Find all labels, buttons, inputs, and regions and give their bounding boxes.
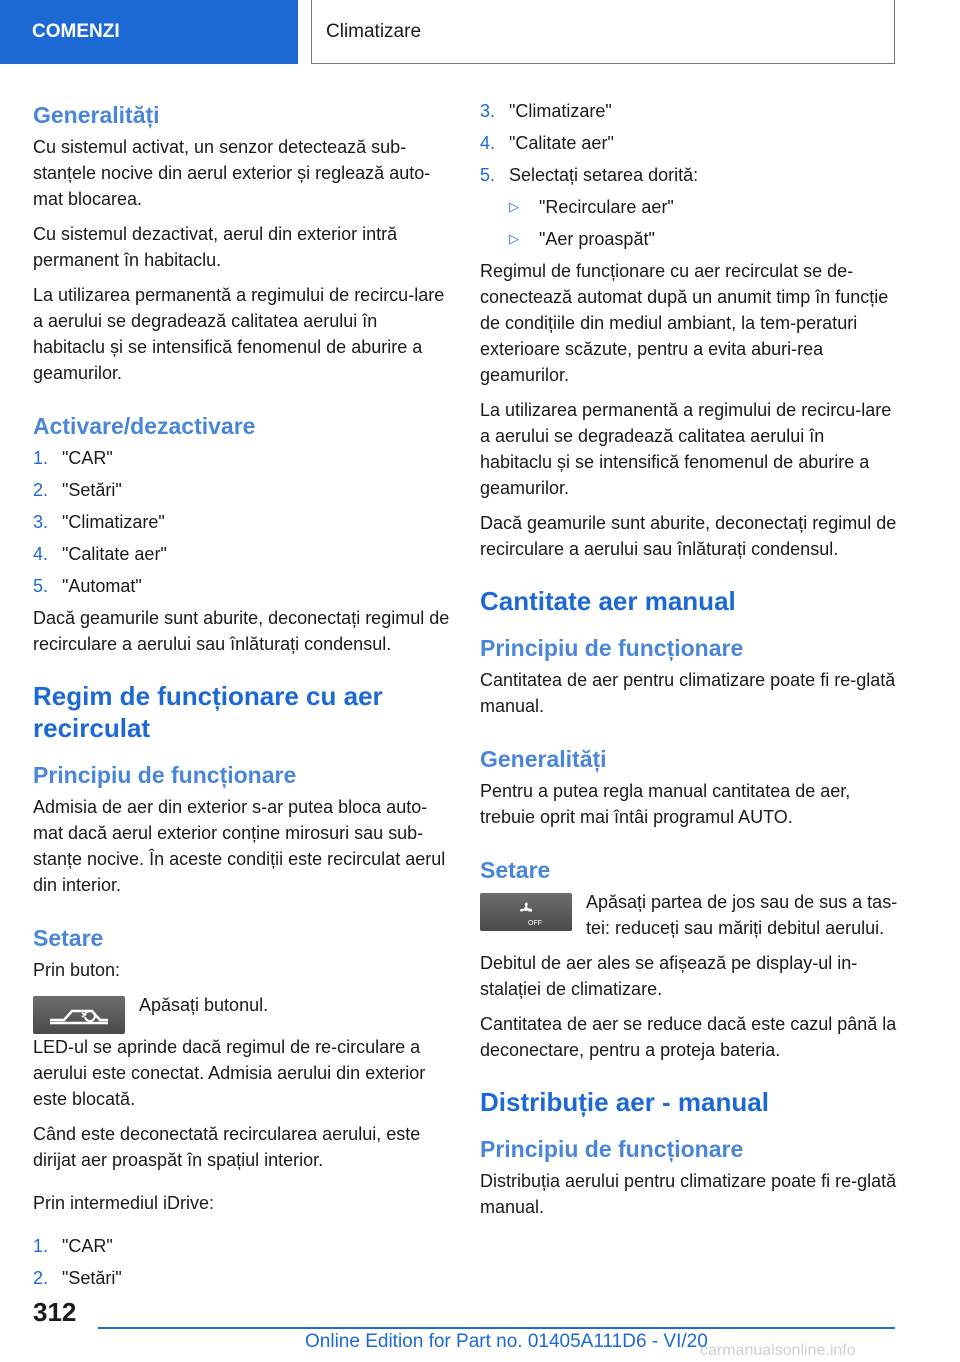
section-title: COMENZI <box>32 21 120 42</box>
list-item <box>480 162 900 188</box>
paragraph: Cu sistemul dezactivat, aerul din exterior intră permanent în habitaclu. <box>33 224 398 270</box>
triangle-bullet-icon: ▷ <box>509 231 519 246</box>
step-number: 1. <box>33 448 49 468</box>
triangle-bullet-icon: ▷ <box>509 199 519 214</box>
watermark: carmanualsonline.info <box>700 1342 856 1359</box>
list-item <box>480 98 900 124</box>
step-text: "Setări" <box>62 1268 122 1288</box>
paragraph: Dacă geamurile sunt aburite, deconectați regimul de recirculare a aerului sau înlăturați condensul. <box>33 608 450 654</box>
paragraph: Când este deconectată recircularea aerului, este dirijat aer proaspăt în spațiul interior. <box>33 1124 421 1170</box>
heading-principiu: Principiu de funcționare <box>33 762 297 788</box>
step-number: 1. <box>33 1236 49 1256</box>
left-column <box>33 98 453 1297</box>
step-text: "Climatizare" <box>62 512 165 532</box>
footer-edition: Online Edition for Part no. 01405A111D6 - VI/20 <box>305 1331 708 1352</box>
step-text: "Calitate aer" <box>509 133 614 153</box>
sub-list-item <box>480 194 900 220</box>
footer-divider <box>98 1327 895 1329</box>
section-tab <box>0 0 298 64</box>
fan-speed-button-icon <box>480 893 572 931</box>
heading-generalitati: Generalități <box>480 746 607 772</box>
list-item <box>480 130 900 156</box>
paragraph: Regimul de funcționare cu aer recirculat se de‐conectează automat după un anumit timp în funcție de condițiile din mediul ambiant, la tem‐peraturi exterioare scăzute, pentru a evita aburi‐rea geamurilor. <box>480 261 889 385</box>
list-item <box>33 477 453 503</box>
sub-list-item <box>480 226 900 252</box>
step-number: 2. <box>33 480 49 500</box>
paragraph: LED-ul se aprinde dacă regimul de re‐circulare a aerului este conectat. Admisia aerului din exterior este blocată. <box>33 1037 426 1109</box>
list-item <box>33 541 453 567</box>
heading-setare: Setare <box>480 857 551 883</box>
paragraph: Apăsați partea de jos sau de sus a tas‐tei: reduceți sau măriți debitul aerului. <box>586 892 898 938</box>
heading-generalitati: Generalități <box>33 102 160 128</box>
step-number: 3. <box>33 512 49 532</box>
paragraph: Cantitatea de aer se reduce dacă este cazul până la deconectare, pentru a proteja bateria. <box>480 1014 897 1060</box>
paragraph: La utilizarea permanentă a regimului de recircu‐lare a aerului se degradează calitatea aerului în habitaclu și se intensifică fenomenul de aburire a geamurilor. <box>480 400 892 498</box>
paragraph: Cu sistemul activat, un senzor detectează sub‐stanțele nocive din aerul exterior și reglează auto‐mat blocarea. <box>33 137 431 209</box>
chapter-title: Climatizare <box>326 20 422 42</box>
off-label: OFF <box>528 920 542 927</box>
paragraph: Apăsați butonul. <box>139 995 269 1015</box>
right-column <box>480 98 900 1229</box>
sub-item-text: "Recirculare aer" <box>539 197 674 217</box>
list-item <box>33 1265 453 1291</box>
page-number: 312 <box>33 1297 77 1327</box>
heading-principiu: Principiu de funcționare <box>480 1136 744 1162</box>
heading-distributie-aer: Distribuție aer - manual <box>480 1087 769 1117</box>
heading-cantitate-aer: Cantitate aer manual <box>480 586 736 616</box>
paragraph: Debitul de aer ales se afișează pe display-ul in‐stalației de climatizare. <box>480 953 858 999</box>
paragraph: Prin buton: <box>33 960 121 980</box>
step-text: "CAR" <box>62 448 113 468</box>
step-number: 5. <box>480 165 496 185</box>
heading-setare: Setare <box>33 925 104 951</box>
button-instruction <box>33 992 453 1034</box>
heading-activare: Activare/dezactivare <box>33 413 256 439</box>
sub-item-text: "Aer proaspăt" <box>539 229 655 249</box>
paragraph: Cantitatea de aer pentru climatizare poate fi re‐glată manual. <box>480 670 896 716</box>
step-text: Selectați setarea dorită: <box>509 165 699 185</box>
heading-regim-recirculat: Regim de funcționare cu aer recirculat <box>33 681 383 743</box>
step-text: "Automat" <box>62 576 142 596</box>
paragraph: Prin intermediul iDrive: <box>33 1193 215 1213</box>
button-instruction <box>480 889 900 950</box>
list-item <box>33 573 453 599</box>
step-text: "Calitate aer" <box>62 544 167 564</box>
step-text: "Setări" <box>62 480 122 500</box>
paragraph: La utilizarea permanentă a regimului de recircu‐lare a aerului se degradează calitatea aerului în habitaclu și se intensifică fenomenul de aburire a geamurilor. <box>33 285 445 383</box>
list-item <box>33 509 453 535</box>
paragraph: Distribuția aerului pentru climatizare poate fi re‐glată manual. <box>480 1171 897 1217</box>
step-number: 3. <box>480 101 496 121</box>
step-text: "CAR" <box>62 1236 113 1256</box>
step-number: 4. <box>33 544 49 564</box>
heading-principiu: Principiu de funcționare <box>480 635 744 661</box>
step-number: 2. <box>33 1268 49 1288</box>
recirculation-button-icon <box>33 996 125 1034</box>
step-number: 5. <box>33 576 49 596</box>
paragraph: Admisia de aer din exterior s-ar putea bloca auto‐mat dacă aerul exterior conține mirosuri sau sub‐stanțe nocive. În aceste condiții este recirculat aerul din interior. <box>33 797 446 895</box>
paragraph: Pentru a putea regla manual cantitatea de aer, trebuie oprit mai întâi programul AUTO. <box>480 781 851 827</box>
chapter-header <box>311 0 895 64</box>
paragraph: Dacă geamurile sunt aburite, deconectați regimul de recirculare a aerului sau înlăturați condensul. <box>480 513 897 559</box>
step-number: 4. <box>480 133 496 153</box>
list-item <box>33 445 453 471</box>
list-item <box>33 1233 453 1259</box>
step-text: "Climatizare" <box>509 101 612 121</box>
